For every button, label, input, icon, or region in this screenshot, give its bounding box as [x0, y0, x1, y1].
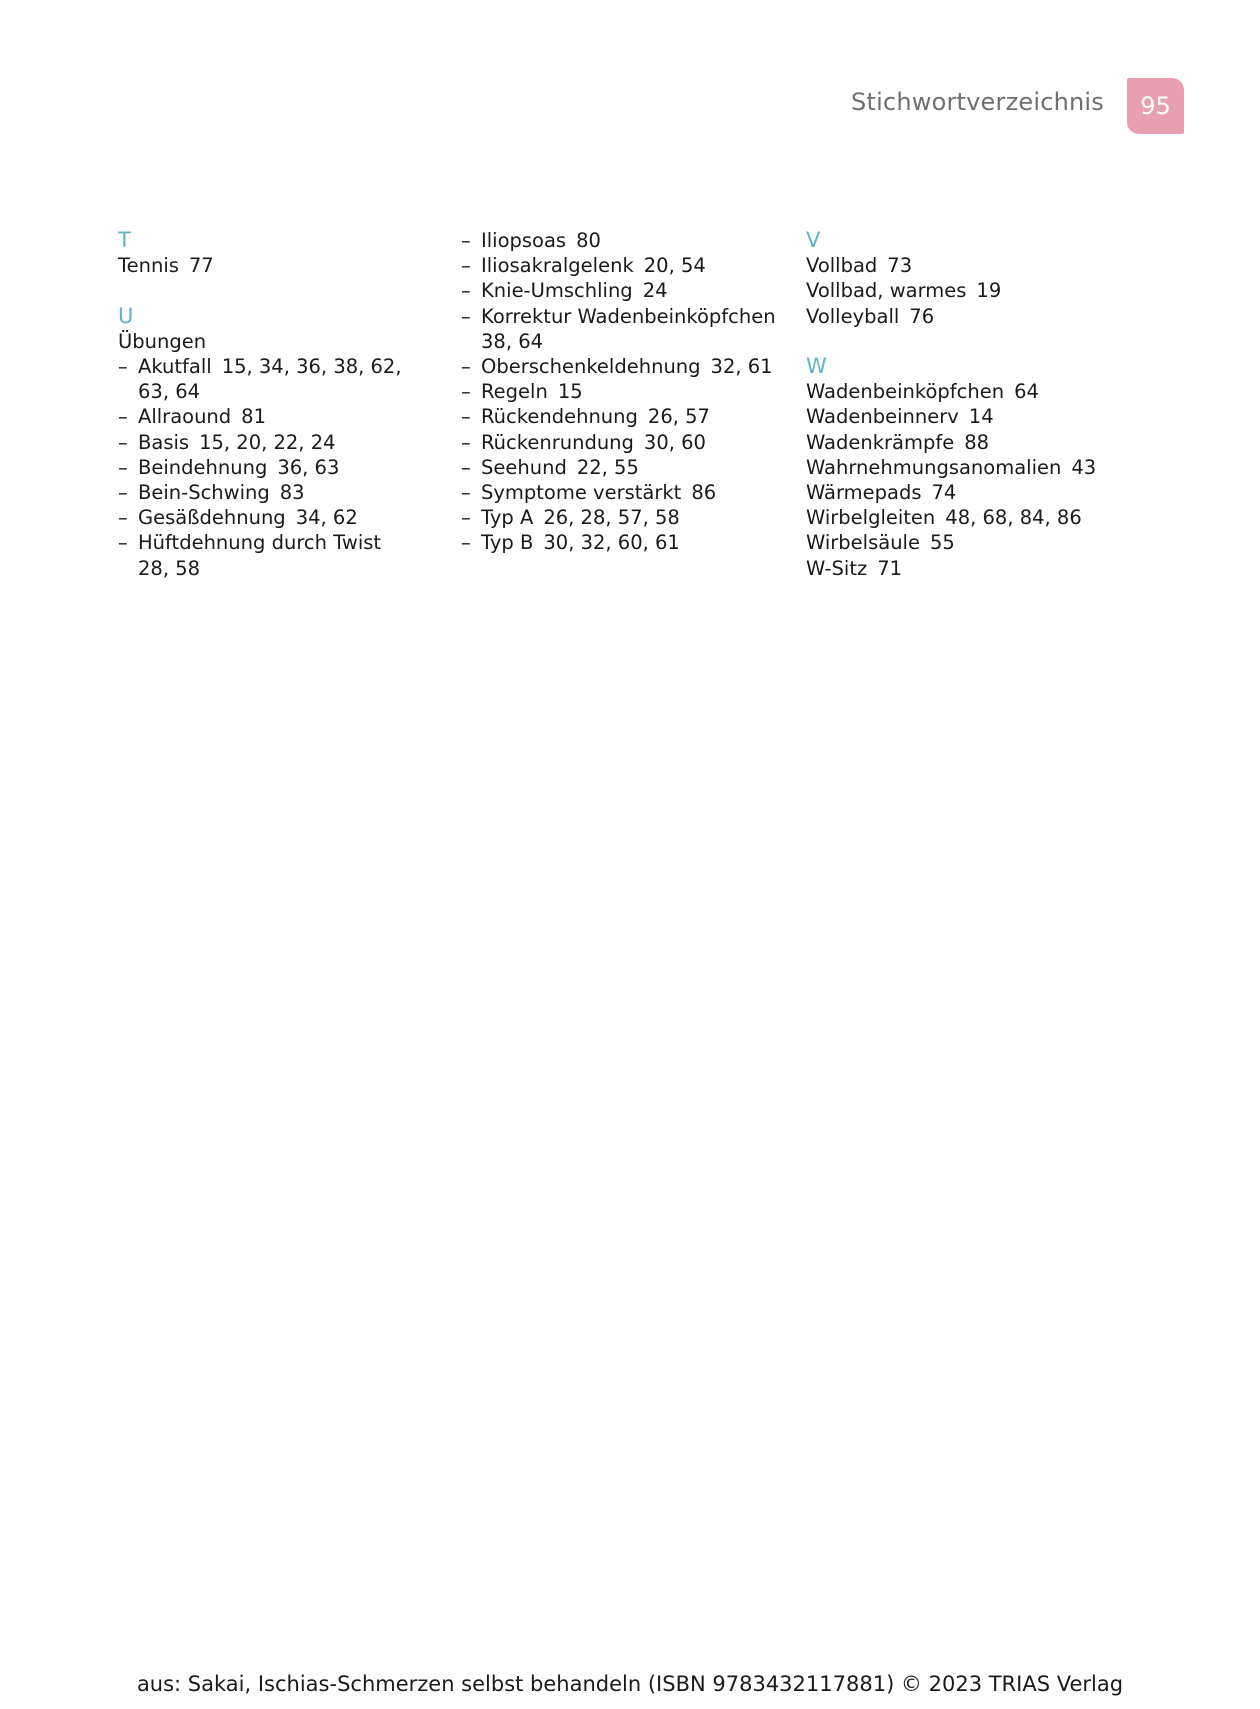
index-term: Wadenkrämpfe [806, 430, 955, 454]
index-term: Iliosakralgelenk [481, 254, 634, 278]
index-entry [806, 404, 1136, 429]
index-term: Wadenbeinnerv [806, 405, 959, 429]
index-entry [806, 278, 1136, 303]
index-term: Typ B [481, 531, 534, 555]
index-page-refs: 15, 34, 36, 38, 62, [221, 354, 402, 378]
index-term: Vollbad, warmes [806, 279, 967, 303]
index-page-refs: 15 [557, 380, 583, 404]
index-subentry [461, 379, 801, 404]
subentry-dash: – [461, 481, 471, 505]
index-page-refs: 77 [188, 254, 214, 278]
index-subentry [461, 505, 801, 530]
index-page-refs: 64 [1014, 380, 1039, 404]
index-page-refs: 30, 32, 60, 61 [543, 531, 680, 555]
index-entry [806, 480, 1136, 505]
index-entry [806, 379, 1136, 404]
index-page-refs: 73 [887, 254, 913, 278]
index-term: Volleyball [806, 304, 900, 328]
index-page-refs: 14 [968, 405, 994, 429]
index-subentry [118, 530, 448, 580]
index-entry [806, 304, 1136, 329]
index-entry [806, 253, 1136, 278]
page-number-badge: 95 [1127, 78, 1184, 134]
index-term: Iliopsoas [481, 229, 567, 252]
index-term: Oberschenkeldehnung [481, 355, 701, 379]
index-entry [118, 329, 448, 354]
source-footer: aus: Sakai, Ischias-Schmerzen selbst behandeln (ISBN 9783432117881) © 2023 TRIAS Verlag [136, 1672, 1124, 1696]
index-term: Typ A [481, 506, 534, 530]
index-term: Wahrnehmungsanomalien [806, 455, 1062, 479]
index-entry [118, 253, 448, 278]
index-page-refs: 43 [1071, 455, 1097, 479]
index-page-refs-continued: 63, 64 [138, 380, 201, 404]
subentry-dash: – [461, 254, 471, 278]
index-term: Allraound [138, 405, 232, 429]
index-term: Gesäßdehnung [138, 506, 286, 530]
subentry-dash: – [461, 430, 471, 454]
index-subentry [461, 455, 801, 480]
index-subentry [118, 480, 448, 505]
index-term: Tennis [118, 254, 179, 278]
page-header [0, 78, 1260, 134]
subentry-dash: – [118, 531, 128, 555]
index-page-refs: 71 [877, 556, 903, 580]
index-page-refs: 55 [929, 531, 955, 555]
index-subentry [461, 480, 801, 505]
index-subentry [461, 304, 801, 354]
index-term: Beindehnung [138, 455, 268, 479]
index-page-refs: 83 [279, 480, 305, 504]
subentry-dash: – [118, 506, 128, 530]
subentry-dash: – [461, 355, 471, 379]
index-term: Rückendehnung [481, 405, 638, 429]
index-page-refs: 32, 61 [710, 355, 773, 379]
index-column-1 [118, 228, 448, 581]
index-term: Knie-Umschling [481, 279, 633, 303]
index-page-refs: 30, 60 [643, 430, 706, 454]
subentry-dash: – [118, 480, 128, 504]
index-page-refs: 26, 28, 57, 58 [543, 506, 680, 530]
index-subentry [461, 404, 801, 429]
index-page-refs: 34, 62 [295, 506, 358, 530]
index-letter-heading: W [806, 353, 827, 378]
running-header-title: Stichwortverzeichnis [851, 88, 1104, 116]
index-page-refs: 48, 68, 84, 86 [945, 506, 1082, 530]
index-term: Wadenbeinköpfchen [806, 380, 1005, 404]
index-subentry [461, 228, 801, 253]
index-page-refs: 15, 20, 22, 24 [199, 430, 336, 454]
index-letter-heading: U [118, 303, 134, 328]
index-subentry [461, 253, 801, 278]
index-entry [806, 505, 1136, 530]
index-term: Vollbad [806, 254, 878, 278]
index-term: Basis [138, 430, 190, 454]
index-subentry [461, 278, 801, 303]
index-term: Symptome verstärkt [481, 481, 682, 505]
index-term: Wirbelgleiten [806, 506, 936, 530]
subentry-dash: – [118, 430, 128, 454]
index-page-refs-continued: 38, 64 [481, 329, 544, 353]
index-page-refs: 19 [976, 279, 1002, 303]
subentry-dash: – [461, 304, 471, 328]
index-page-refs: 76 [909, 304, 935, 328]
subentry-dash: – [461, 380, 471, 404]
index-subentry [118, 430, 448, 455]
index-page-refs-continued: 28, 58 [138, 556, 201, 580]
index-term: Bein-Schwing [138, 480, 270, 504]
index-subentry [461, 430, 801, 455]
subentry-dash: – [461, 279, 471, 303]
index-page-refs: 74 [931, 480, 957, 504]
index-subentry [118, 404, 448, 429]
index-term: Hüftdehnung durch Twist [138, 531, 382, 555]
index-subentry [118, 505, 448, 530]
index-page-refs: 24 [642, 279, 668, 303]
index-page-refs: 80 [576, 229, 601, 252]
index-column-2 [461, 228, 801, 556]
index-entry [806, 430, 1136, 455]
index-page-refs: 22, 55 [576, 455, 639, 479]
index-letter-heading: T [118, 228, 131, 252]
index-column-3 [806, 228, 1136, 581]
subentry-dash: – [461, 229, 471, 252]
index-page-refs: 86 [691, 481, 717, 505]
index-term: Wirbelsäule [806, 531, 920, 555]
index-subentry [461, 354, 801, 379]
index-page-refs: 20, 54 [643, 254, 706, 278]
subentry-dash: – [118, 455, 128, 479]
index-page-refs: 36, 63 [277, 455, 340, 479]
subentry-dash: – [461, 405, 471, 429]
index-subentry [461, 530, 801, 555]
index-page-refs: 88 [964, 430, 990, 454]
subentry-dash: – [461, 531, 471, 555]
index-spacer [806, 329, 1136, 354]
index-term: Akutfall [138, 354, 212, 378]
index-spacer [118, 278, 448, 303]
index-subentry [118, 354, 448, 404]
index-entry [806, 530, 1136, 555]
index-subentry [118, 455, 448, 480]
index-term: Wärmepads [806, 480, 922, 504]
index-entry [806, 455, 1136, 480]
index-letter-heading: V [806, 228, 821, 252]
subentry-dash: – [461, 455, 471, 479]
index-term: Übungen [118, 329, 207, 353]
index-term: W-Sitz [806, 556, 868, 580]
index-term: Rückenrundung [481, 430, 634, 454]
index-term: Seehund [481, 455, 567, 479]
subentry-dash: – [118, 405, 128, 429]
index-page-refs: 26, 57 [647, 405, 710, 429]
subentry-dash: – [461, 506, 471, 530]
index-term: Regeln [481, 380, 548, 404]
index-entry [806, 556, 1136, 581]
index-term: Korrektur Wadenbeinköpfchen [481, 304, 776, 328]
index-page-refs: 81 [241, 405, 266, 429]
subentry-dash: – [118, 354, 128, 378]
